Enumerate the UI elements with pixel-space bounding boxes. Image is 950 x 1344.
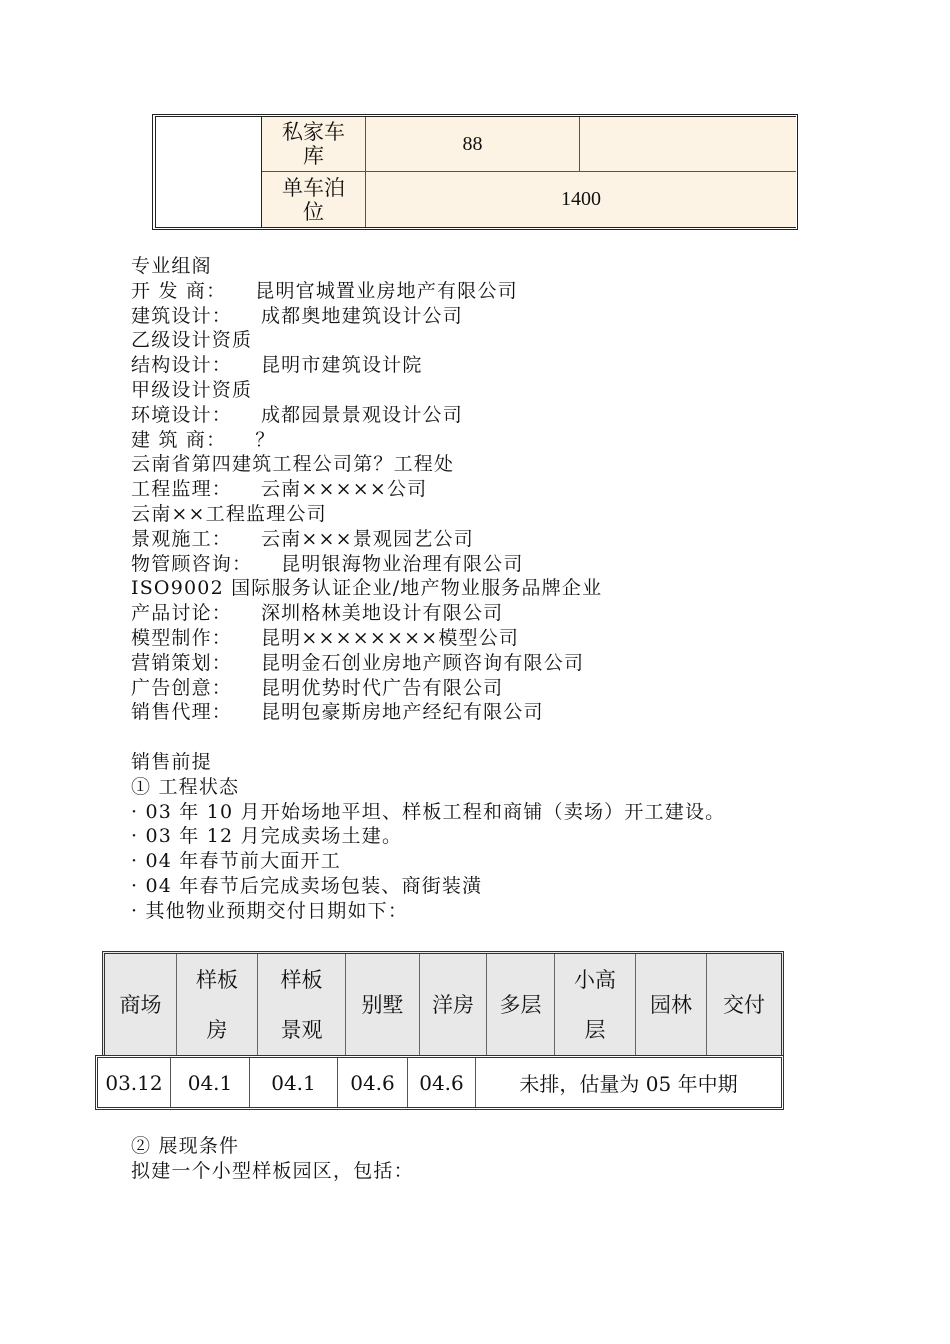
document-body-tail (131, 1134, 414, 1184)
text-line: 专业组阁 (131, 255, 212, 277)
text-line: 开 发 商： 昆明官城置业房地产有限公司 (131, 279, 518, 302)
value-cell: 04.6 (408, 1058, 476, 1107)
text-line: 结构设计： 昆明市建筑设计院 (131, 354, 423, 377)
bicycle-parking-value: 1400 (366, 172, 796, 227)
text-line: 拟建一个小型样板园区，包括： (131, 1159, 414, 1182)
parking-table (152, 114, 798, 230)
document-body (131, 254, 725, 924)
text-line: ① 工程状态 (131, 775, 240, 798)
value-cell: 04.6 (338, 1058, 408, 1107)
private-garage-value: 88 (366, 117, 580, 172)
header-cell: 洋房 (420, 954, 487, 1055)
text-line: 建筑设计： 成都奥地建筑设计公司 (131, 304, 463, 327)
bicycle-parking-label: 单车泊 位 (262, 172, 366, 227)
text-line: 物管顾咨询： 昆明银海物业治理有限公司 (131, 552, 524, 575)
text-line: 营销策划： 昆明金石创业房地产顾咨询有限公司 (131, 651, 585, 674)
text-line: · 04 年春节后完成卖场包装、商街装潢 (131, 874, 483, 897)
private-garage-extra (580, 117, 796, 172)
value-cell: 04.1 (250, 1058, 338, 1107)
header-cell: 小高 层 (555, 954, 636, 1055)
text-line: ISO9002 国际服务认证企业/地产物业服务品牌企业 (131, 577, 603, 600)
text-line: 云南省第四建筑工程公司第？工程处 (131, 453, 455, 476)
header-cell: 商场 (105, 954, 177, 1055)
text-line: 建 筑 商： ？ (131, 428, 276, 451)
text-line: 乙级设计资质 (131, 329, 253, 352)
header-cell: 样板 房 (177, 954, 258, 1055)
text-line: · 其他物业预期交付日期如下： (131, 899, 409, 922)
header-cell: 别墅 (346, 954, 420, 1055)
text-line: · 03 年 12 月完成卖场土建。 (131, 825, 403, 848)
text-line: 工程监理： 云南×××××公司 (131, 478, 428, 501)
private-garage-label: 私家车 库 (262, 117, 366, 172)
section-heading: 销售前提 (131, 750, 212, 773)
text-line: 云南××工程监理公司 (131, 502, 327, 525)
schedule-table-header (102, 951, 784, 1055)
value-cell: 03.12 (98, 1058, 171, 1107)
schedule-table-values (95, 1055, 784, 1110)
text-line: · 03 年 10 月开始场地平坦、样板工程和商铺（卖场）开工建设。 (131, 800, 726, 823)
text-line: 模型制作： 昆明××××××××模型公司 (131, 626, 520, 649)
text-line: 甲级设计资质 (131, 378, 253, 401)
value-cell: 04.1 (171, 1058, 250, 1107)
text-line: 环境设计： 成都园景景观设计公司 (131, 403, 463, 426)
text-line: 广告创意： 昆明优势时代广告有限公司 (131, 676, 504, 699)
value-cell: 未排，估量为 05 年中期 (519, 1072, 738, 1096)
text-line: 景观施工： 云南×××景观园艺公司 (131, 527, 474, 550)
empty-merged-cell (156, 117, 262, 227)
header-cell: 样板 景观 (258, 954, 346, 1055)
text-line: 销售代理： 昆明包豪斯房地产经纪有限公司 (131, 701, 544, 724)
text-line: · 04 年春节前大面开工 (131, 850, 341, 873)
header-cell: 交付 (723, 992, 765, 1017)
header-cell: 园林 (636, 954, 707, 1055)
text-line: ② 展现条件 (131, 1135, 240, 1157)
header-cell: 多层 (487, 954, 555, 1055)
text-line: 产品讨论： 深圳格林美地设计有限公司 (131, 602, 504, 625)
